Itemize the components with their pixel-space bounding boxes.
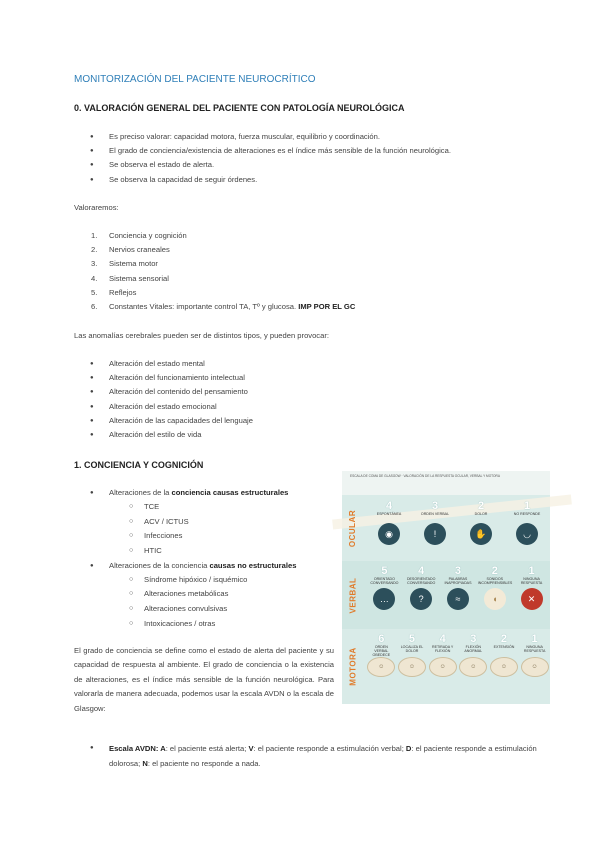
list-item: ○ HTIC bbox=[74, 544, 344, 559]
alert-icon: ! bbox=[424, 523, 446, 545]
list-item: ○ Alteraciones metabólicas bbox=[74, 587, 344, 602]
list-item: ○ Alteraciones convulsivas bbox=[74, 602, 344, 617]
verbal-item: 2 SONIDOS INCOMPRENSIBLES ◖ bbox=[478, 565, 512, 610]
verbal-item: 4 DESORIENTADO CONVERSANDO ? bbox=[404, 565, 438, 610]
valoraremos-label: Valoraremos: bbox=[74, 203, 119, 212]
imp-gc-note: IMP POR EL GC bbox=[298, 302, 356, 312]
list-item: 4. Sistema sensorial bbox=[91, 273, 169, 283]
verbal-band bbox=[342, 561, 550, 629]
ocular-band bbox=[342, 495, 550, 561]
list-item: ● Alteración del estilo de vida bbox=[74, 428, 554, 442]
motora-item: 2 EXTENSIÓN ☺ bbox=[490, 633, 518, 677]
eye-closed-icon: ◡ bbox=[516, 523, 538, 545]
patient-icon: ☺ bbox=[459, 657, 487, 677]
anomalias-text: Las anomalías cerebrales pueden ser de distintos tipos, y pueden provocar: bbox=[74, 331, 329, 340]
motora-label: MOTORA bbox=[348, 647, 358, 686]
ear-icon: ◖ bbox=[484, 588, 506, 610]
list-item: 2. Nervios craneales bbox=[91, 245, 170, 255]
list-item: ● Se observa el estado de alerta. bbox=[74, 158, 554, 172]
list-item: 6. Constantes Vitales: importante control TA, Tº y glucosa. IMP POR EL GC bbox=[91, 302, 356, 312]
eye-open-icon: ◉ bbox=[378, 523, 400, 545]
glasgow-scale-figure bbox=[342, 471, 550, 704]
words-icon: ≈ bbox=[447, 588, 469, 610]
patient-icon: ☺ bbox=[367, 657, 395, 677]
patient-icon: ☺ bbox=[398, 657, 426, 677]
verbal-item: 5 ORIENTADO CONVERSANDO … bbox=[367, 565, 401, 610]
list-item: ○ TCE bbox=[74, 500, 344, 515]
speech-icon: … bbox=[373, 588, 395, 610]
list-item: ● El grado de conciencia/existencia de alteraciones es el índice más sensible de la función neurológica. bbox=[74, 144, 554, 158]
verbal-label: VERBAL bbox=[348, 577, 358, 613]
patient-icon: ☺ bbox=[490, 657, 518, 677]
ocular-item: 1 NO RESPONDE ◡ bbox=[510, 500, 544, 545]
avdn-block bbox=[74, 741, 544, 771]
motora-item: 4 RETIRADA Y FLEXIÓN ☺ bbox=[429, 633, 457, 677]
conciencia-paragraph: El grado de conciencia se define como el estado de alerta del paciente y su capacidad de respuesta al ambiente. El grado de conciencia o la existencia de alteraciones, es el índice más sensible de la función neurológica. Para valorarla de manera adecuada, podemos usar la escala AVDN o la escala de Glasgow: bbox=[74, 646, 334, 713]
hand-icon: ✋ bbox=[470, 523, 492, 545]
motora-band bbox=[342, 629, 550, 704]
list-item: ○ Infecciones bbox=[74, 529, 344, 544]
alteraciones-list bbox=[74, 357, 554, 442]
list-item: ● Escala AVDN: A: el paciente está alerta; V: el paciente responde a estimulación verbal; D: el paciente responde a estimulación dolorosa; N: el paciente no responde a nada. bbox=[74, 741, 544, 771]
list-item: ● Alteración de las capacidades del lenguaje bbox=[74, 414, 554, 428]
patient-icon: ☺ bbox=[521, 657, 549, 677]
list-item: ● Se observa la capacidad de seguir órdenes. bbox=[74, 173, 554, 187]
list-item: 5. Reflejos bbox=[91, 287, 137, 297]
valoraremos-list bbox=[74, 229, 554, 314]
section1-heading: 1. CONCIENCIA Y COGNICIÓN bbox=[74, 460, 204, 470]
verbal-item: 3 PALABRAS INAPROPIADAS ≈ bbox=[441, 565, 475, 610]
ocular-item: 3 ORDEN VERBAL ! bbox=[418, 500, 452, 545]
list-item: ● Alteración del estado emocional bbox=[74, 400, 554, 414]
list-item: ○ Síndrome hipóxico / isquémico bbox=[74, 573, 344, 588]
question-icon: ? bbox=[410, 588, 432, 610]
patient-icon: ☺ bbox=[429, 657, 457, 677]
list-item: ● Es preciso valorar: capacidad motora, fuerza muscular, equilibrio y coordinación. bbox=[74, 130, 554, 144]
list-item: ○ Intoxicaciones / otras bbox=[74, 617, 344, 632]
verbal-item: 1 NINGUNA RESPUESTA ✕ bbox=[515, 565, 549, 610]
no-response-icon: ✕ bbox=[521, 588, 543, 610]
motora-item: 6 ORDEN VERBAL OBEDECE ☺ bbox=[367, 633, 395, 677]
ocular-item: 4 ESPONTÁNEA ◉ bbox=[372, 500, 406, 545]
list-item: ● Alteración del estado mental bbox=[74, 357, 554, 371]
causas-block bbox=[74, 486, 344, 631]
ocular-item: 2 DOLOR ✋ bbox=[464, 500, 498, 545]
motora-item: 5 LOCALIZA EL DOLOR ☺ bbox=[398, 633, 426, 677]
motora-item: 1 NINGUNA RESPUESTA ☺ bbox=[521, 633, 549, 677]
list-item: ○ ACV / ICTUS bbox=[74, 515, 344, 530]
ocular-label: OCULAR bbox=[348, 509, 358, 547]
page-title: MONITORIZACIÓN DEL PACIENTE NEUROCRÍTICO bbox=[74, 74, 316, 85]
glasgow-header: ESCALA DE COMA DE GLASGOW · VALORACIÓN DE LA RESPUESTA OCULAR, VERBAL Y MOTORA bbox=[342, 471, 550, 495]
list-item: ● Alteraciones de la conciencia causas estructurales bbox=[74, 486, 344, 500]
list-item: ● Alteración del funcionamiento intelectual bbox=[74, 371, 554, 385]
motora-item: 3 FLEXIÓN ANORMAL ☺ bbox=[459, 633, 487, 677]
list-item: 3. Sistema motor bbox=[91, 259, 158, 269]
list-item: 1. Conciencia y cognición bbox=[91, 231, 187, 240]
list-item: ● Alteraciones de la conciencia causas no estructurales bbox=[74, 559, 344, 573]
list-item: ● Alteración del contenido del pensamiento bbox=[74, 385, 554, 399]
section0-heading: 0. VALORACIÓN GENERAL DEL PACIENTE CON PATOLOGÍA NEUROLÓGICA bbox=[74, 103, 405, 113]
section0-bullets bbox=[74, 130, 554, 187]
